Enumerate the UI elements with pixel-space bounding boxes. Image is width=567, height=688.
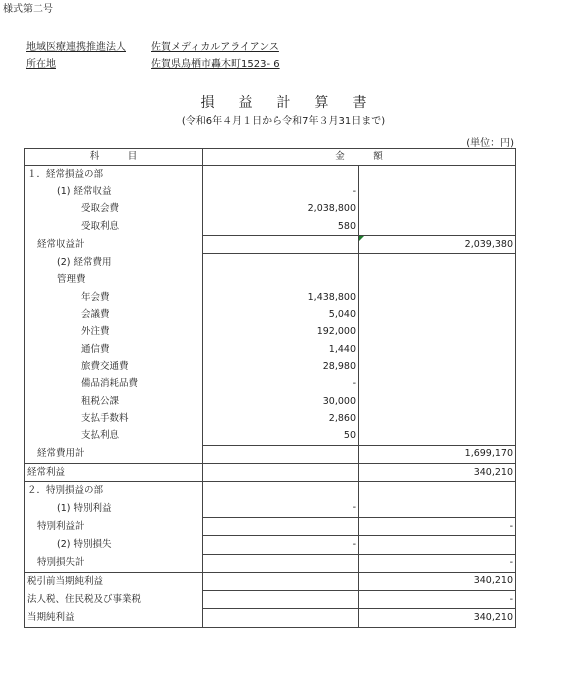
table-row <box>25 218 516 236</box>
total-amount <box>359 482 516 500</box>
row-label: (2) 経常費用 <box>25 254 203 272</box>
total-amount <box>359 306 516 323</box>
total-amount <box>359 272 516 289</box>
total-amount: 340,210 <box>359 464 516 482</box>
corporation-label: 地域医療連携推進法人 <box>26 42 126 53</box>
address-label: 所在地 <box>26 59 56 70</box>
row-label: 支払手数料 <box>25 410 203 427</box>
table-row <box>25 341 516 358</box>
detail-amount <box>203 445 359 463</box>
table-row <box>25 236 516 254</box>
table-row <box>25 306 516 323</box>
row-label: 管理費 <box>25 272 203 289</box>
detail-amount: 192,000 <box>203 324 359 341</box>
table-row <box>25 445 516 463</box>
total-amount: - <box>359 517 516 535</box>
detail-amount: - <box>203 536 359 554</box>
detail-amount: 1,438,800 <box>203 289 359 306</box>
row-label: 受取会費 <box>25 201 203 218</box>
row-label: 会議費 <box>25 306 203 323</box>
total-amount: 340,210 <box>359 609 516 627</box>
row-label: 旅費交通費 <box>25 358 203 375</box>
total-amount <box>359 500 516 518</box>
detail-amount: - <box>203 500 359 518</box>
total-amount: 1,699,170 <box>359 445 516 463</box>
table-row <box>25 358 516 375</box>
row-label: (1) 経常収益 <box>25 183 203 200</box>
detail-amount: 28,980 <box>203 358 359 375</box>
row-label: 特別損失計 <box>25 554 203 572</box>
statement-body <box>25 149 516 628</box>
total-amount <box>359 254 516 272</box>
detail-amount <box>203 166 359 184</box>
total-amount <box>359 166 516 184</box>
total-amount <box>359 183 516 200</box>
table-row <box>25 536 516 554</box>
table-row <box>25 393 516 410</box>
cell-comment-marker <box>359 236 364 241</box>
row-label: 備品消耗品費 <box>25 376 203 393</box>
detail-amount <box>203 517 359 535</box>
table-row <box>25 410 516 427</box>
row-label: １．経常損益の部 <box>25 166 203 184</box>
detail-amount: 2,038,800 <box>203 201 359 218</box>
table-row <box>25 609 516 627</box>
row-label: (1) 特別利益 <box>25 500 203 518</box>
row-label: 特別利益計 <box>25 517 203 535</box>
table-row <box>25 464 516 482</box>
form-number: 様式第二号 <box>3 4 53 15</box>
detail-amount <box>203 236 359 254</box>
unit-label: (単位：円) <box>466 138 514 149</box>
table-row <box>25 517 516 535</box>
total-amount <box>359 427 516 445</box>
corporation-name: 佐賀メディカルアライアンス <box>151 42 279 53</box>
amount-header: 金 額 <box>203 149 516 166</box>
total-amount: 340,210 <box>359 572 516 590</box>
total-amount <box>359 289 516 306</box>
table-row <box>25 324 516 341</box>
total-amount: - <box>359 591 516 609</box>
detail-amount <box>203 254 359 272</box>
table-row <box>25 166 516 184</box>
detail-amount: 1,440 <box>203 341 359 358</box>
detail-amount: - <box>203 183 359 200</box>
table-row <box>25 427 516 445</box>
row-label: 経常費用計 <box>25 445 203 463</box>
table-row <box>25 376 516 393</box>
row-label: 当期純利益 <box>25 609 203 627</box>
row-label: 通信費 <box>25 341 203 358</box>
table-row <box>25 554 516 572</box>
detail-amount <box>203 272 359 289</box>
table-row <box>25 254 516 272</box>
total-amount <box>359 376 516 393</box>
total-amount <box>359 410 516 427</box>
subject-header: 科 目 <box>25 149 203 166</box>
detail-amount: 2,860 <box>203 410 359 427</box>
row-label: 法人税、住民税及び事業税 <box>25 591 203 609</box>
detail-amount: 50 <box>203 427 359 445</box>
table-row <box>25 183 516 200</box>
total-amount: - <box>359 554 516 572</box>
table-row <box>25 572 516 590</box>
row-label: 外注費 <box>25 324 203 341</box>
detail-amount: 580 <box>203 218 359 236</box>
total-amount <box>359 218 516 236</box>
row-label: 年会費 <box>25 289 203 306</box>
table-row <box>25 289 516 306</box>
header-row <box>25 149 516 166</box>
detail-amount <box>203 482 359 500</box>
detail-amount: - <box>203 376 359 393</box>
total-amount: 2,039,380 <box>359 236 516 254</box>
table-row <box>25 482 516 500</box>
total-amount <box>359 201 516 218</box>
detail-amount: 5,040 <box>203 306 359 323</box>
detail-amount <box>203 464 359 482</box>
row-label: 受取利息 <box>25 218 203 236</box>
detail-amount <box>203 554 359 572</box>
row-label: 経常収益計 <box>25 236 203 254</box>
table-row <box>25 272 516 289</box>
detail-amount <box>203 609 359 627</box>
total-amount <box>359 393 516 410</box>
fiscal-period: (令和6年４月１日から令和7年３月31日まで) <box>181 116 386 127</box>
table-row <box>25 500 516 518</box>
address-value: 佐賀県鳥栖市轟木町1523- 6 <box>151 59 280 70</box>
row-label: (2) 特別損失 <box>25 536 203 554</box>
row-label: 経常利益 <box>25 464 203 482</box>
detail-amount: 30,000 <box>203 393 359 410</box>
detail-amount <box>203 572 359 590</box>
table-row <box>25 591 516 609</box>
total-amount <box>359 324 516 341</box>
row-label: 支払利息 <box>25 427 203 445</box>
total-amount <box>359 536 516 554</box>
document-title: 損益計算書 <box>200 95 391 111</box>
total-amount <box>359 341 516 358</box>
row-label: ２．特別損益の部 <box>25 482 203 500</box>
income-statement-table <box>24 148 516 628</box>
table-row <box>25 201 516 218</box>
total-amount <box>359 358 516 375</box>
row-label: 税引前当期純利益 <box>25 572 203 590</box>
detail-amount <box>203 591 359 609</box>
row-label: 租税公課 <box>25 393 203 410</box>
